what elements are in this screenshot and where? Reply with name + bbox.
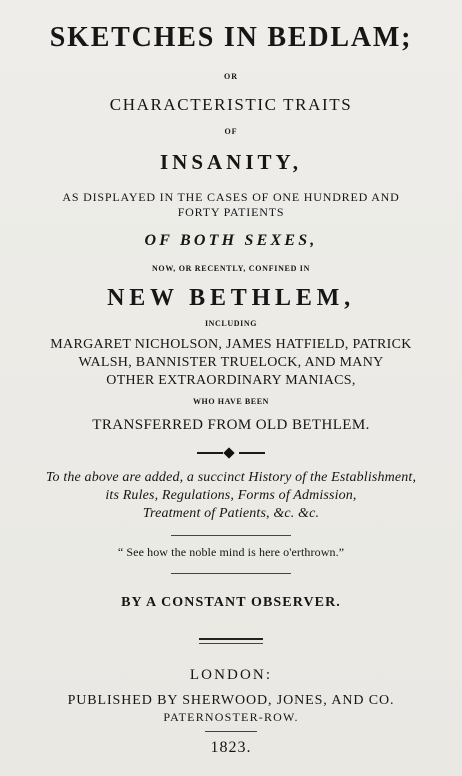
new-bethlem-heading: NEW BETHLEM, bbox=[107, 285, 355, 311]
diamond-ornament bbox=[223, 447, 234, 458]
history-line-2: its Rules, Regulations, Forms of Admission, bbox=[105, 488, 357, 503]
diamond-divider bbox=[197, 449, 265, 457]
displayed-line-2: FORTY PATIENTS bbox=[177, 205, 285, 219]
quote-line: “ See how the noble mind is here o'erthrown.” bbox=[117, 545, 345, 559]
book-title: SKETCHES IN BEDLAM; bbox=[49, 22, 413, 53]
paternoster-line: PATERNOSTER-ROW. bbox=[163, 710, 299, 724]
names-line-3: OTHER EXTRAORDINARY MANIACS, bbox=[106, 373, 356, 388]
transferred-line: TRANSFERRED FROM OLD BETHLEM. bbox=[92, 417, 370, 433]
year-line: 1823. bbox=[210, 739, 252, 756]
confined-line: NOW, OR RECENTLY, CONFINED IN bbox=[151, 264, 311, 273]
history-line-3: Treatment of Patients, &c. &c. bbox=[142, 506, 320, 521]
subtitle-line-1: CHARACTERISTIC TRAITS bbox=[109, 95, 353, 114]
including-line: INCLUDING bbox=[204, 319, 258, 328]
london-line: LONDON: bbox=[189, 667, 273, 683]
divider-left-bar bbox=[197, 452, 223, 454]
history-line-1: To the above are added, a succinct History of the Establishment, bbox=[45, 470, 417, 485]
observer-line: BY A CONSTANT OBSERVER. bbox=[121, 595, 341, 610]
divider-right-bar bbox=[239, 452, 265, 454]
names-line-2: WALSH, BANNISTER TRUELOCK, AND MANY bbox=[78, 355, 384, 370]
who-have-been-line: WHO HAVE BEEN bbox=[192, 397, 270, 406]
insanity-heading: INSANITY, bbox=[159, 150, 302, 174]
both-sexes-line: OF BOTH SEXES, bbox=[144, 232, 318, 249]
names-line-1: MARGARET NICHOLSON, JAMES HATFIELD, PATRICK bbox=[50, 337, 412, 352]
of-text: OF bbox=[224, 127, 238, 136]
double-rule-bottom bbox=[199, 643, 263, 644]
or-text: OR bbox=[224, 72, 238, 81]
double-rule-top bbox=[199, 638, 263, 640]
year-top-rule bbox=[205, 731, 257, 732]
quote-bottom-rule bbox=[171, 573, 291, 574]
displayed-line-1: AS DISPLAYED IN THE CASES OF ONE HUNDRED AND bbox=[62, 190, 400, 204]
quote-top-rule bbox=[171, 535, 291, 536]
publisher-line: PUBLISHED BY SHERWOOD, JONES, AND CO. bbox=[67, 693, 395, 708]
